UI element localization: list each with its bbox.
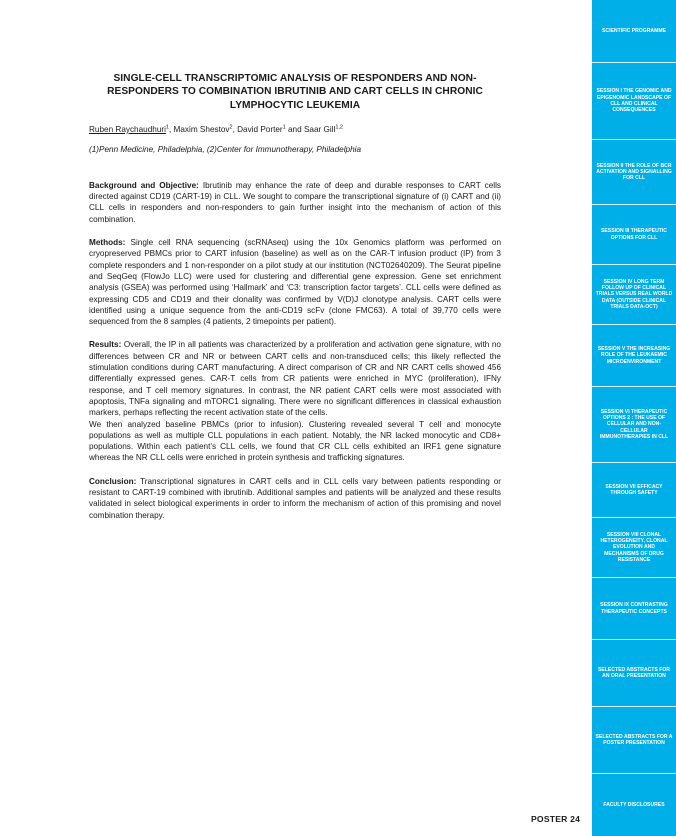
session-sidebar [592,0,676,836]
author-name: Maxim Shestov [173,124,230,134]
sidebar-item-scientific-programme[interactable]: SCIENTIFIC PROGRAMME [592,0,676,63]
conclusion-heading: Conclusion: [89,476,137,486]
sidebar-item-session-4[interactable]: SESSION IV LONG TERM FOLLOW UP OF CLINICAL TRIALS VERSUS REAL WORLD DATA (OUTSIDE CLINICAL TRIALS DATA-OCT) [592,265,676,325]
author-separator: , [232,124,238,134]
sidebar-item-session-6[interactable]: SESSION VI THERAPEUTIC OPTIONS 2 : THE USE OF CELLULAR AND NON-CELLULAR IMMUNOTHERAPIES IN CLL [592,387,676,463]
author-affiliation-index: 1,2 [335,124,343,131]
sidebar-item-session-2[interactable]: SESSION II THE ROLE OF BCR ACTIVATION AND SIGNALLING FOR CLL [592,140,676,205]
sidebar-item-session-1[interactable]: SESSION I THE GENOMIC AND EPIGENOMIC LANDSCAPE OF CLL AND CLINICAL CONSEQUENCES [592,63,676,140]
sidebar-item-session-8[interactable]: SESSION VIII CLONAL HETEROGENEITY, CLONAL EVOLUTION AND MECHANISMS OF DRUG RESISTANCE [592,518,676,578]
abstract-content [89,72,501,521]
sidebar-item-faculty-disclosures[interactable]: FACULTY DISCLOSURES [603,801,665,808]
affiliations: (1)Penn Medicine, Philadelphia, (2)Center for Immunotherapy, Philadelphia [89,144,362,154]
author-name: Saar Gill [303,124,336,134]
sidebar-item-oral-abstracts[interactable]: SELECTED ABSTRACTS FOR AN ORAL PRESENTATION [592,640,676,707]
abstract-title: SINGLE-CELL TRANSCRIPTOMIC ANALYSIS OF RESPONDERS AND NON-RESPONDERS TO COMBINATION IBRUTINIB AND CART CELLS IN CHRONIC LYMPHOCYTIC LEUKEMIA [107,73,483,111]
author-separator: and [285,124,304,134]
author-list [89,124,501,135]
background-heading: Background and Objective: [89,180,199,190]
methods-paragraph [89,237,501,327]
results-heading: Results: [89,340,122,350]
sidebar-item-session-7[interactable]: SESSION VII EFFICACY THROUGH SAFETY [592,463,676,518]
methods-heading: Methods: [89,238,126,248]
author-affiliation-index: 2 [229,124,233,131]
author-separator: , [168,124,174,134]
methods-text: Single cell RNA sequencing (scRNAseq) using the 10x Genomics platform was performed on cryopreserved PBMCs prior to CART infusion (baseline) as well as on the CAR-T infusion product (IP) from 3 complete responders and 1 non-responder on a pilot study at our institution (NCT02640209). The Seurat pipeline and SeqGeq (FlowJo LLC) were used for clustering and differential gene expression. Gene set enrichment analysis (GSEA) was performed using ‘Hallmark’ and ‘C3: transcription factor targets’. CLL cells were defined as expressing CD5 and CD19 and their clonality was confirmed by V(D)J clonotype analysis. CART cells were identified using a unique sequence from the anti-CD19 scFv (clone FMC63). A total of 39,770 cells were sequenced from the 8 samples (4 patients, 2 timepoints per patient). [89,238,501,327]
author-name: Ruben Raychaudhuri [89,124,166,134]
sidebar-item-session-5[interactable]: SESSION V THE INCREASING ROLE OF THE LEUKAEMIC MICROENVIRONMENT [592,325,676,387]
author-affiliation-index: 1 [282,124,286,131]
sidebar-item-session-3[interactable]: SESSION III THERAPEUTIC OPTIONS FOR CLL [592,205,676,265]
background-text: Ibrutinib may enhance the rate of deep and durable responses to CART cells directed against CD19 (CART-19) in CLL. We sought to compare the transcriptional signature of (i) CART and (ii) CLL cells in responders and non-responders to gain further insight into the mechanism of action of this combination. [89,180,501,224]
poster-number: POSTER 24 [531,814,581,824]
author-name: David Porter [237,124,283,134]
sidebar-item-session-9[interactable]: SESSION IX CONTRASTING THERAPEUTIC CONCEPTS [592,578,676,640]
conclusion-paragraph [89,476,501,521]
results-paragraph [89,339,501,418]
background-paragraph [89,180,501,225]
results-text: Overall, the IP in all patients was characterized by a proliferation and activation gene signature, with no differences between CR and NR or between CART cells and non-transduced cells; this likely reflected the stimulation conditions during CART manufacturing. A direct comparison of CR and NR CART cells showed 456 differentially expressed genes. CAR-T cells from CR patients were enriched in MYC (proliferation), IFNy response, and T cell memory signatures. In contrast, the NR patient CART cells were most associated with apoptosis, TNFa signaling and mTORC1 signaling. There were no significant differences in classical exhaustion markers, perhaps reflecting the recent activation state of the cells. [89,340,501,418]
results-paragraph-2: We then analyzed baseline PBMCs (prior to infusion). Clustering revealed several T cell and monocyte populations as well as multiple CLL populations in each patient. Notably, the NR lacked monocytic and CD8+ populations. Within each patient’s CLL cells, we found that CR CLL cells exhibited an IRF1 gene signature whereas the NR CLL cells were enriched in protein synthesis and trafficking signatures. [89,419,501,463]
sidebar-item-poster-abstracts[interactable]: SELECTED ABSTRACTS FOR A POSTER PRESENTATION [592,707,676,774]
conclusion-text: Transcriptional signatures in CART cells and in CLL cells vary between patients responding or resistant to CART-19 combined with ibrutinib. Additional samples and patients will be analyzed and these results validated in select biological experiments in order to inform the mechanism of action of this promising and novel combination therapy. [89,476,501,520]
author-affiliation-index: 1 [165,124,169,131]
